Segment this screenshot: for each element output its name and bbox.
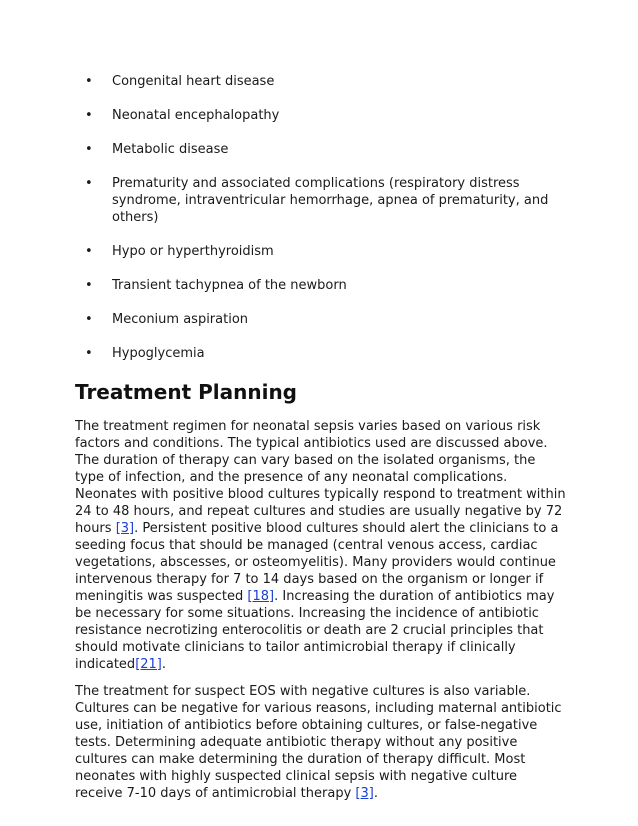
citation-link[interactable]: [21] xyxy=(135,657,162,672)
list-item xyxy=(75,277,568,294)
list-item-text: Metabolic disease xyxy=(112,142,229,157)
list-item-text: Hypoglycemia xyxy=(112,346,205,361)
list-item-text: Meconium aspiration xyxy=(112,312,249,327)
list-item-text: Neonatal encephalopathy xyxy=(112,108,280,123)
paragraph-text: . xyxy=(161,657,167,672)
paragraph-text: . Persistent positive blood cultures should alert the clinicians to a seeding focus that should be managed (central venous access, cardiac vegetations, abscesses, or osteomyelitis). Many providers would continue intervenous therapy for 7 to 14 days based on the organism or longer if meningitis was suspected xyxy=(75,521,559,604)
list-item-text: Prematurity and associated complications (respiratory distress syndrome, intraventricular hemorrhage, apnea of prematurity, and others) xyxy=(112,176,549,225)
bullet-marker: • xyxy=(85,312,93,327)
citation-link[interactable]: [3] xyxy=(115,521,135,536)
paragraph-text: The treatment for suspect EOS with negative cultures is also variable. Cultures can be negative for various reasons, including maternal antibiotic use, initiation of antibiotics before obtaining cultures, or false-negative tests. Determining adequate antibiotic therapy without any positive cultures can make determining the duration of therapy difficult. Most neonates with highly suspected clinical sepsis with negative culture receive 7-10 days of antimicrobial therapy xyxy=(75,684,562,801)
list-item-text: Hypo or hyperthyroidism xyxy=(112,244,274,259)
paragraph-text: . xyxy=(373,786,378,801)
bullet-marker: • xyxy=(85,74,93,89)
list-item xyxy=(75,243,568,260)
list-item-text: Transient tachypnea of the newborn xyxy=(112,278,347,293)
paragraph xyxy=(75,418,568,673)
section-heading: Treatment Planning xyxy=(75,380,297,404)
bullet-marker: • xyxy=(85,176,93,191)
list-item xyxy=(75,175,568,226)
paragraph-text: The treatment regimen for neonatal sepsis varies based on various risk factors and conditions. The typical antibiotics used are discussed above. The duration of therapy can vary based on the isolated organisms, the type of infection, and the presence of any neonatal complications. Neonates with positive blood cultures typically respond to treatment within 24 to 48 hours, and repeat cultures and studies are usually negative by 72 hours xyxy=(75,419,566,536)
bullet-marker: • xyxy=(85,108,93,123)
bullet-marker: • xyxy=(85,346,93,361)
citation-link[interactable]: [3] xyxy=(355,786,374,801)
list-item-text: Congenital heart disease xyxy=(112,74,275,89)
paragraph xyxy=(75,683,568,802)
list-item xyxy=(75,107,568,124)
bullet-marker: • xyxy=(85,244,93,259)
paragraph-text: . Increasing the duration of antibiotics may be necessary for some situations. Increasing the incidence of antibiotic resistance necrotizing enterocolitis or death are 2 crucial principles that should motivate clinicians to tailor antimicrobial therapy if clinically indicated xyxy=(75,589,555,672)
bullet-marker: • xyxy=(85,142,93,157)
differential-list xyxy=(75,73,568,362)
list-item xyxy=(75,141,568,158)
list-item xyxy=(75,311,568,328)
citation-link[interactable]: [18] xyxy=(247,589,275,604)
list-item xyxy=(75,345,568,362)
bullet-marker: • xyxy=(85,278,93,293)
list-item xyxy=(75,73,568,90)
